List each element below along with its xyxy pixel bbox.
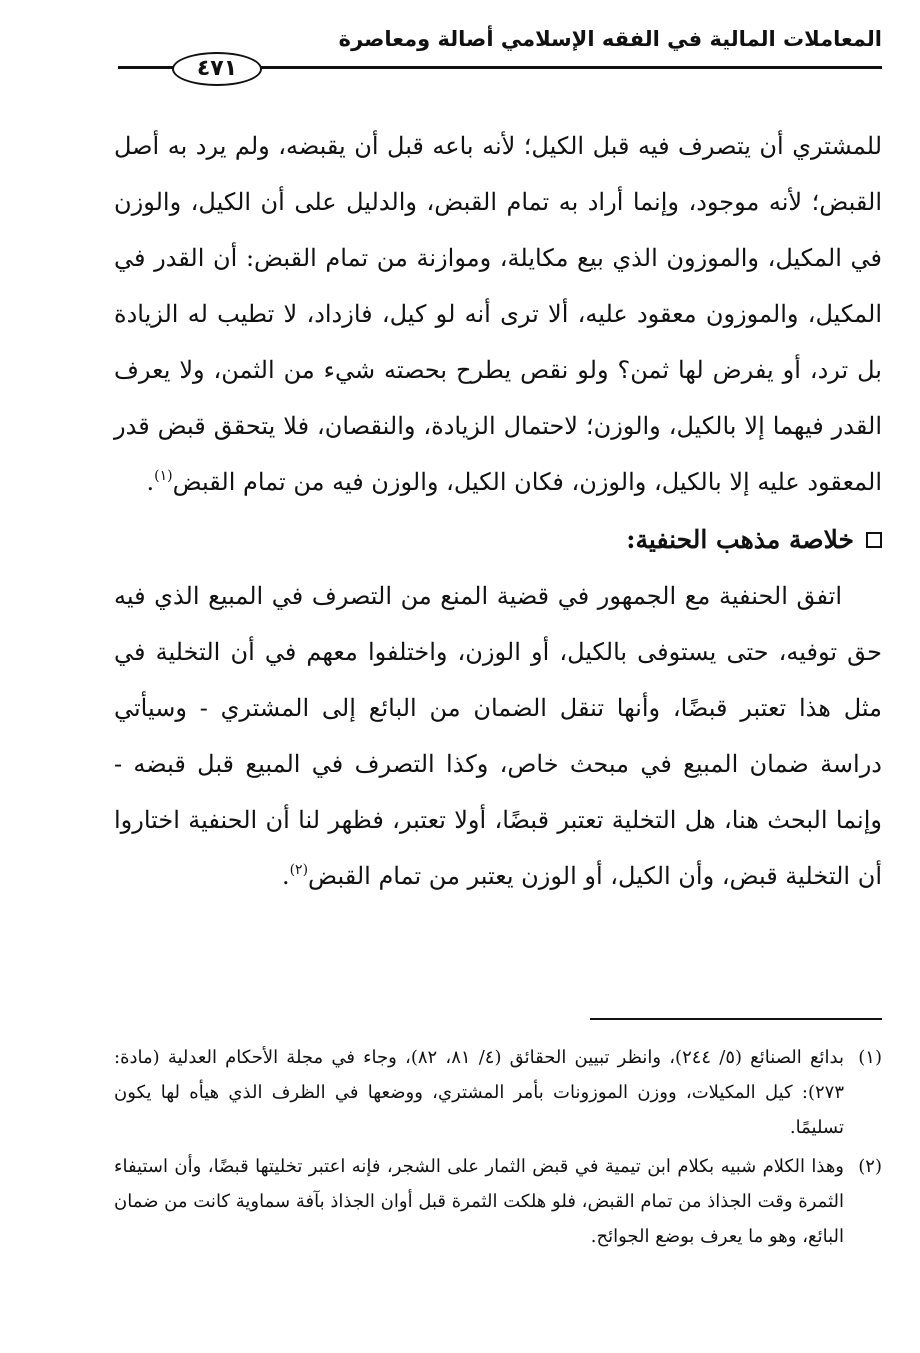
checkbox-icon: [866, 532, 882, 548]
footnote-rule: [590, 1018, 882, 1020]
section-heading-text: خلاصة مذهب الحنفية:: [626, 525, 854, 554]
page-number: ٤٧١: [172, 52, 262, 86]
footnote-2: [114, 1149, 882, 1254]
section-heading: [114, 512, 882, 568]
footnotes: [114, 1040, 882, 1258]
running-header-title: المعاملات المالية في الفقه الإسلامي أصالة ومعاصرة: [338, 27, 882, 51]
footnote-number: (٢): [858, 1156, 882, 1177]
footnote-text: بدائع الصنائع (٥/ ٢٤٤)، وانظر تبيين الحقائق (٤/ ٨١، ٨٢)، وجاء في مجلة الأحكام العدلية (مادة: ٢٧٣): كيل المكيلات، ووزن الموزونات بأمر المشتري، ووضعها في الظرف الذي هيأه لها يكون تسليمًا.: [114, 1047, 844, 1138]
footnote-text: وهذا الكلام شبيه بكلام ابن تيمية في قبض الثمار على الشجر، فإنه اعتبر تخليتها قبضًا، وأن استيفاء الثمرة وقت الجذاذ من تمام القبض، فلو هلكت الثمرة قبل أوان الجذاذ بآفة سماوية كانت من ضمان البائع، وهو ما يعرف بوضع الجوائح.: [114, 1156, 844, 1247]
footnote-ref-1: (١): [154, 468, 173, 484]
paragraph-1: [114, 118, 882, 510]
footnote-ref-2: (٢): [289, 862, 309, 878]
main-text: [114, 118, 882, 904]
paragraph-1-text: للمشتري أن يتصرف فيه قبل الكيل؛ لأنه باعه قبل أن يقبضه، ولم يرد به أصل القبض؛ لأنه موجود، وإنما أراد به تمام القبض، والدليل على أن الكيل، والوزن في المكيل، والموزون الذي بيع مكايلة، وموازنة من تمام القبض: أن القدر في المكيل، والموزون معقود عليه، ألا ترى أنه لو كيل، فازداد، لا تطيب له الزيادة بل ترد، أو يفرض لها ثمن؟ ولو نقص يطرح بحصته شيء من الثمن، ولا يعرف القدر فيهما إلا بالكيل، والوزن؛ لاحتمال الزيادة، والنقصان، فلا يتحقق قبض قدر المعقود عليه إلا بالكيل، والوزن، فكان الكيل، والوزن فيه من تمام القبض: [114, 132, 882, 496]
footnote-1: [114, 1040, 882, 1145]
paragraph-1-end: .: [146, 468, 155, 496]
footnote-number: (١): [858, 1047, 882, 1068]
paragraph-2: [114, 568, 882, 904]
paragraph-2-text: اتفق الحنفية مع الجمهور في قضية المنع من التصرف في المبيع الذي فيه حق توفيه، حتى يستوفى بالكيل، أو الوزن، واختلفوا معهم في أن التخلية في مثل هذا تعتبر قبضًا، وأنها تنقل الضمان من البائع إلى المشتري - وسيأتي دراسة ضمان المبيع في مبحث خاص، وكذا التصرف في المبيع قبل قبضه - وإنما البحث هنا، هل التخلية تعتبر قبضًا، أولا تعتبر، فظهر لنا أن الحنفية اختاروا أن التخلية قبض، وأن الكيل، أو الوزن يعتبر من تمام القبض: [114, 582, 882, 890]
paragraph-2-end: .: [281, 862, 290, 890]
